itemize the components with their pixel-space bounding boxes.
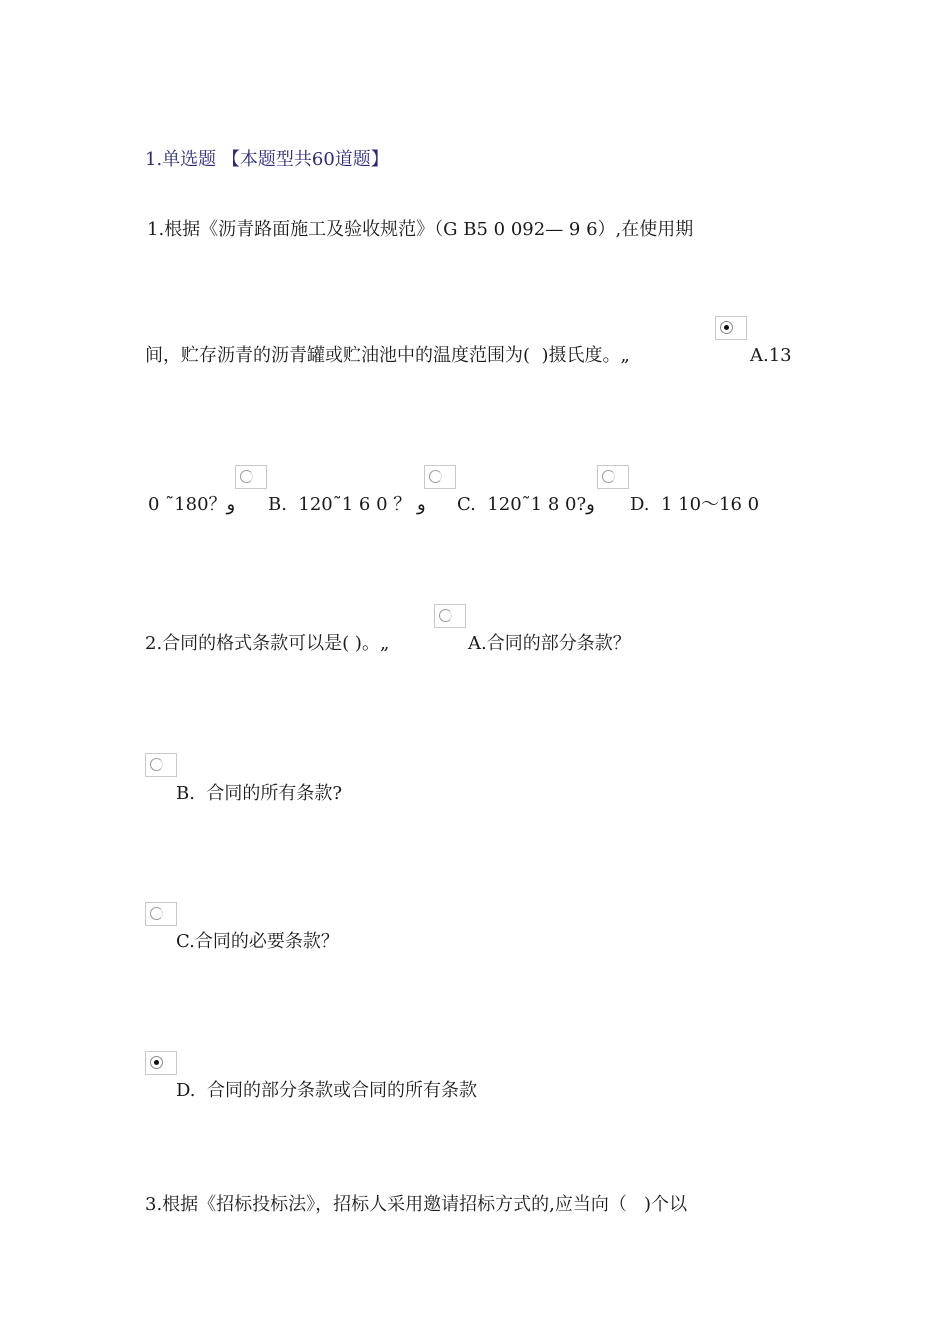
q2-option-d-label: D. 合同的部分条款或合同的所有条款 [176, 1080, 477, 1101]
q2-option-a-radio[interactable] [434, 604, 466, 628]
radio-unchecked-icon [429, 470, 442, 483]
radio-unchecked-icon [240, 470, 253, 483]
q1-option-d-radio[interactable] [597, 465, 629, 489]
q1-option-a-label-end: 0 ˜180？ﻭ [148, 494, 236, 515]
q1-option-c-label: C. 120˜1 8 0?ﻭ [457, 494, 595, 515]
q2-option-c-label: C.合同的必要条款？ [176, 931, 339, 952]
radio-unchecked-icon [602, 470, 615, 483]
section-header: 1.单选题 【本题型共60道题】 [145, 149, 389, 170]
q1-option-a-radio[interactable] [715, 316, 747, 340]
q1-option-d-label: D. 1 10～16 0 [630, 494, 760, 515]
radio-checked-icon [150, 1056, 163, 1069]
q2-option-c-radio[interactable] [145, 902, 177, 926]
q2-option-b-radio[interactable] [145, 753, 177, 777]
q1-option-b-radio[interactable] [235, 465, 267, 489]
q2-stem: 2.合同的格式条款可以是( )。„ [145, 633, 390, 654]
q2-option-d-radio[interactable] [145, 1051, 177, 1075]
radio-unchecked-icon [150, 758, 163, 771]
q1-option-c-radio[interactable] [424, 465, 456, 489]
radio-unchecked-icon [439, 609, 452, 622]
q2-option-b-label: B. 合同的所有条款? [176, 783, 343, 804]
q2-option-a-label: A.合同的部分条款？ [468, 633, 631, 654]
q1-option-a-label-start: A.13 [750, 345, 792, 366]
radio-checked-icon [720, 321, 733, 334]
radio-unchecked-icon [150, 907, 163, 920]
q3-stem-line1: 3.根据《招标投标法》，招标人采用邀请招标方式的,应当向（ )个以 [145, 1194, 688, 1215]
q1-stem-line1: 1.根据《沥青路面施工及验收规范》（G B5 0 092— 9 6）,在使用期 [147, 219, 694, 240]
q1-stem-line2: 间，贮存沥青的沥青罐或贮油池中的温度范围为( )摄氏度。„ [145, 345, 630, 366]
q1-option-b-label: B. 120˜1 6 0 ？ ﻭ [268, 494, 426, 515]
